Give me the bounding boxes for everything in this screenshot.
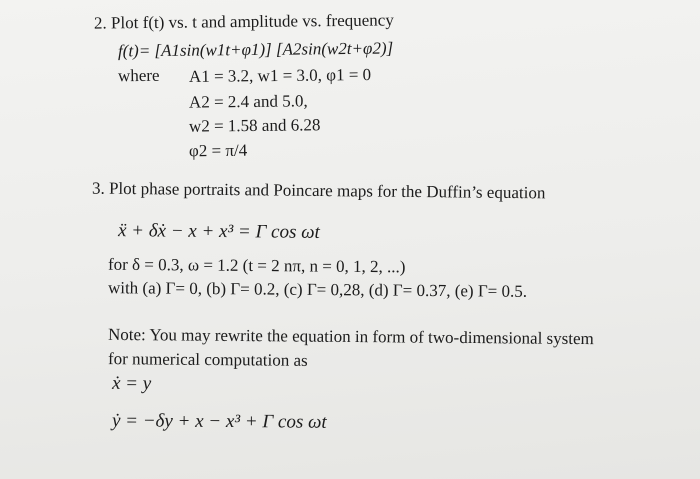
parameters-for-line: for δ = 0.3, ω = 1.2 (t = 2 nπ, n = 0, 1, 2, ...) [107,254,406,277]
param-line-1: A1 = 3.2, w1 = 3.0, φ1 = 0 [188,65,372,86]
system-equation-1: ẋ = y [111,372,152,395]
problem-2-number: 2. [93,13,107,33]
problem-3-number: 3. [91,178,105,198]
note-line-1: Note: You may rewrite the equation in form of two-dimensional system [107,324,594,349]
problem-2-heading [94,10,394,33]
problem-2-equation: f(t)= [A1sin(w1t+φ1)] [A2sin(w2t+φ2)] [117,38,394,61]
problem-3-heading [92,179,546,204]
system-equation-2: ẏ = −δy + x − x³ + Γ cos ωt [111,410,327,433]
note-line-2: for numerical computation as [107,349,308,370]
where-label: where [117,65,160,86]
problem-2-heading-text: Plot f(t) vs. t and amplitude vs. frequency [110,10,394,33]
param-line-3: w2 = 1.58 and 6.28 [188,115,321,136]
param-line-2: A2 = 2.4 and 5.0, [188,91,308,112]
problem-3-heading-text: Plot phase portraits and Poincare maps for the Duffin’s equation [108,178,546,203]
param-line-4: φ2 = π/4 [188,140,248,161]
duffing-equation: ẍ + δẋ − x + x³ = Γ cos ωt [117,220,320,243]
gamma-cases-line: with (a) Γ= 0, (b) Γ= 0.2, (c) Γ= 0,28, (d) Γ= 0.37, (e) Γ= 0.5. [107,278,528,301]
